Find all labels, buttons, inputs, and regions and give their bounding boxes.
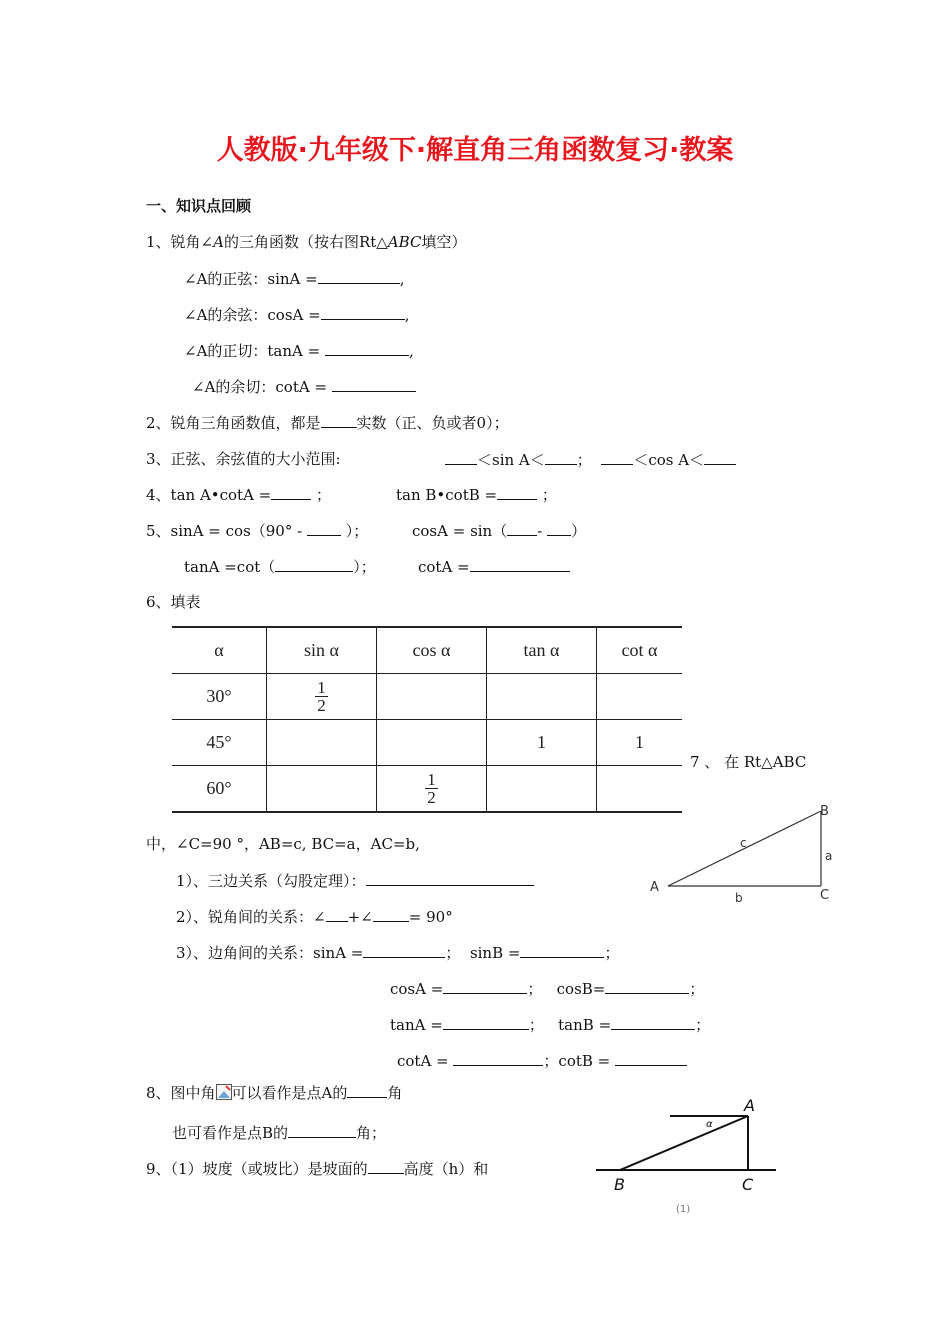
side-b-label: b: [735, 891, 743, 905]
value-cell[interactable]: [377, 720, 487, 766]
blank[interactable]: [605, 978, 689, 994]
q1-sin-label: ∠A的正弦：sinA =: [184, 270, 318, 288]
q8-text-e: 角；: [356, 1124, 387, 1142]
value-cell[interactable]: [267, 766, 377, 813]
blank[interactable]: [363, 942, 445, 958]
blank[interactable]: [443, 1014, 529, 1030]
question-3-label: 3、正弦、余弦值的大小范围:: [146, 450, 341, 468]
question-9: [146, 1158, 488, 1179]
blank[interactable]: [368, 1158, 404, 1174]
blank[interactable]: [445, 449, 477, 465]
blank[interactable]: [704, 449, 736, 465]
q7-tana: tanA =: [390, 1016, 443, 1034]
value-cell: 1: [597, 720, 683, 766]
q7-cotb: ；cotB =: [543, 1052, 611, 1070]
q7-sub2-c: = 90°: [408, 908, 453, 926]
section-heading: 一、知识点回顾: [146, 197, 252, 215]
angle-cell: 30°: [172, 674, 267, 720]
q1-tan-label: ∠A的正切：tanA =: [184, 342, 321, 360]
blank[interactable]: [366, 870, 534, 886]
question-7-conditions: 中，∠C=90 °，AB=c, BC=a，AC=b,: [146, 835, 420, 853]
question-4b: [396, 484, 557, 505]
q4-text-d: ；: [541, 486, 557, 504]
blank[interactable]: [347, 1082, 387, 1098]
blank[interactable]: [497, 484, 537, 500]
broken-image-icon: [216, 1084, 232, 1100]
q7-sub3: [176, 942, 619, 963]
q2-text-b: 实数（正、负或者0）；: [356, 414, 509, 432]
q7-semi: ；: [527, 980, 543, 998]
q9-text-b: 高度（h）和: [403, 1160, 489, 1178]
fraction: [425, 771, 438, 806]
question-5-line1: [146, 520, 368, 541]
q8-text-d: 也可看作是点B的: [172, 1124, 289, 1142]
blank[interactable]: [611, 1014, 695, 1030]
q4-text-a: 4、tan A•cotA =: [146, 486, 272, 504]
blank[interactable]: [520, 942, 604, 958]
fraction-denominator: 2: [317, 696, 326, 715]
table-row: [172, 766, 682, 813]
header-cos: cos α: [377, 627, 487, 674]
value-cell[interactable]: [487, 674, 597, 720]
q5-text-d: -: [537, 522, 543, 540]
point-c-label: C: [742, 1175, 754, 1194]
vertex-b-label: B: [820, 804, 829, 819]
q7-tanb: tanB =: [558, 1016, 612, 1034]
figure-caption: (1): [676, 1204, 691, 1215]
q5-text-c: cosA = sin（: [412, 522, 508, 540]
blank[interactable]: [332, 376, 416, 392]
q7-cosa: cosA =: [390, 980, 444, 998]
q7-sub3-c: sinB =: [469, 944, 521, 962]
q1-text-b: A: [213, 233, 224, 251]
question-1-intro: [146, 232, 466, 252]
blank[interactable]: [545, 449, 577, 465]
header-tan: tan α: [487, 627, 597, 674]
q1-sin-line: ∠A的正弦：sinA = ,: [184, 270, 405, 288]
fraction: [315, 679, 328, 714]
vertex-c-label: C: [820, 888, 830, 903]
vertex-a-label: A: [650, 880, 659, 895]
triangle-figure: [640, 798, 840, 908]
q7-sub2: [176, 906, 453, 927]
blank[interactable]: [601, 449, 633, 465]
q1-text-d: ABC: [387, 233, 422, 251]
q1-cot-line: [192, 376, 416, 397]
elevation-figure: [592, 1094, 782, 1220]
q8-text-c: 角: [387, 1084, 403, 1102]
value-cell: [267, 674, 377, 720]
q3-sep: ；: [576, 451, 592, 469]
question-5-line1b: [412, 520, 586, 541]
q1-text-a: 1、锐角∠: [146, 233, 214, 251]
header-sin: sin α: [267, 627, 377, 674]
table-row: [172, 674, 682, 720]
blank[interactable]: [615, 1050, 687, 1066]
page-title: 人教版·九年级下·解直角三角函数复习·教案: [216, 135, 734, 166]
blank[interactable]: [547, 520, 571, 536]
q1-cos-line: ∠A的余弦：cosA = ,: [184, 306, 410, 324]
q3-cos-range: ＜cos A＜: [633, 451, 705, 469]
blank[interactable]: [318, 268, 400, 284]
side-c-label: c: [740, 836, 747, 850]
fraction-numerator: 1: [427, 770, 436, 789]
angle-cell: 45°: [172, 720, 267, 766]
blank[interactable]: [307, 520, 341, 536]
blank[interactable]: [453, 1050, 543, 1066]
blank[interactable]: [321, 412, 357, 428]
q7-sub2-b: +∠: [347, 908, 373, 926]
q7-sub3-a: 3）、边角间的关系：sinA =: [176, 944, 364, 962]
q7-semi: ；: [695, 1016, 711, 1034]
table-row: [172, 720, 682, 766]
question-5-line2b: [418, 556, 570, 577]
blank[interactable]: [321, 304, 405, 320]
q1-text-e: 填空）: [421, 233, 467, 251]
q7-sub1: [176, 870, 534, 891]
question-6-label: 6、填表: [146, 593, 201, 611]
blank[interactable]: [325, 340, 409, 356]
blank[interactable]: [470, 556, 570, 572]
value-cell[interactable]: [377, 674, 487, 720]
value-cell: 1: [487, 720, 597, 766]
value-cell[interactable]: [487, 766, 597, 813]
q8-text-b: 可以看作是点A的: [231, 1084, 348, 1102]
blank[interactable]: [271, 484, 311, 500]
blank[interactable]: [373, 906, 409, 922]
q7-tan-line: [390, 1014, 710, 1035]
angle-cell: 60°: [172, 766, 267, 813]
q7-cot-line: [397, 1050, 687, 1071]
value-cell[interactable]: [597, 674, 683, 720]
q1-text-c: 的三角函数（按右图Rt△: [223, 233, 388, 251]
question-4: [146, 484, 331, 505]
value-cell[interactable]: [267, 720, 377, 766]
question-5-line2: [184, 556, 376, 577]
header-cot: cot α: [597, 627, 683, 674]
blank[interactable]: [275, 556, 353, 572]
blank[interactable]: [326, 906, 348, 922]
question-7-start: 7 、 在 Rt△ABC: [690, 753, 807, 771]
q7-cos-line: [390, 978, 704, 999]
point-a-label: A: [744, 1096, 755, 1115]
q1-cot-label: ∠A的余切：cotA =: [192, 378, 328, 396]
question-8-line2: [172, 1122, 386, 1143]
q7-sub1-label: 1）、三边关系（勾股定理）：: [176, 872, 366, 890]
side-a-label: a: [825, 849, 833, 863]
question-8: [146, 1082, 402, 1103]
q4-text-c: tan B•cotB =: [396, 486, 498, 504]
alpha-label: α: [706, 1119, 713, 1130]
fraction-denominator: 2: [427, 788, 436, 807]
q7-cosb: cosB=: [556, 980, 606, 998]
q8-text-a: 8、图中角: [146, 1084, 216, 1102]
question-3-ranges: [445, 449, 736, 470]
blank[interactable]: [443, 978, 527, 994]
q1-tan-line: ∠A的正切：tanA = ,: [184, 342, 414, 360]
q9-text-a: 9、（1）坡度（或坡比）是坡面的: [146, 1160, 368, 1178]
q3-sin-range: ＜sin A＜: [477, 451, 545, 469]
q7-sub3-b: ；: [445, 944, 461, 962]
q7-sub3-d: ；: [604, 944, 620, 962]
q4-text-b: ；: [316, 486, 332, 504]
trig-table: [172, 626, 682, 813]
q7-cota: cotA =: [397, 1052, 449, 1070]
header-alpha: α: [172, 627, 267, 674]
q1-cos-label: ∠A的余弦：cosA =: [184, 306, 321, 324]
q7-semi: ；: [528, 1016, 544, 1034]
fraction-numerator: 1: [317, 678, 326, 697]
q7-sub2-a: 2）、锐角间的关系：∠: [176, 908, 326, 926]
q5-text-a: 5、sinA = cos（90° -: [146, 522, 303, 540]
q5-text-g: ）；: [353, 558, 376, 576]
q5-text-b: ）；: [345, 522, 369, 540]
q2-text-a: 2、锐角三角函数值，都是: [146, 414, 321, 432]
q5-text-f: tanA =cot（: [184, 558, 276, 576]
table-header-row: [172, 627, 682, 674]
question-2: [146, 412, 509, 433]
q5-text-e: ）: [571, 522, 587, 540]
q5-text-h: cotA =: [418, 558, 470, 576]
value-cell: [377, 766, 487, 813]
point-b-label: B: [614, 1175, 625, 1194]
blank[interactable]: [288, 1122, 356, 1138]
blank[interactable]: [507, 520, 537, 536]
q7-semi: ；: [689, 980, 705, 998]
